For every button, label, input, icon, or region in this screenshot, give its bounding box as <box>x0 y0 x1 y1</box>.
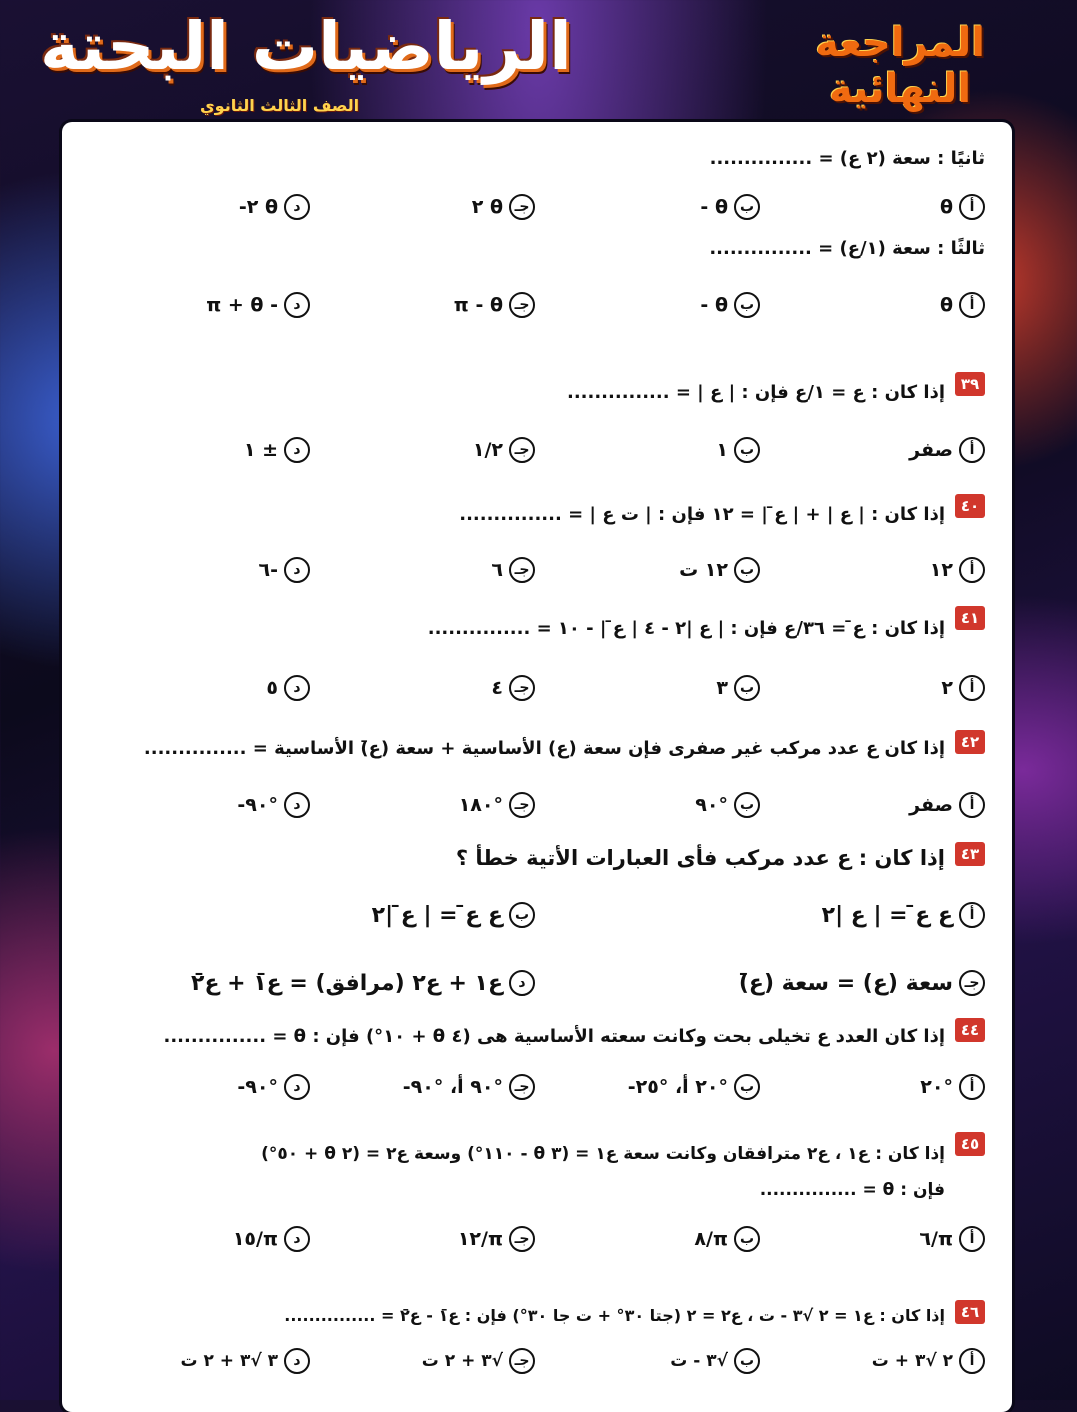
question-options-row-2 <box>85 970 985 996</box>
option-letter: ب <box>734 437 760 463</box>
option-letter: د <box>284 1226 310 1252</box>
option-letter: جـ <box>959 970 985 996</box>
option-text: - π + θ <box>206 294 278 316</box>
option-text: ع ع̄ = | ع̄ |٢ <box>371 902 503 928</box>
option-a[interactable] <box>535 902 985 928</box>
header-grade: الصف الثالث الثانوي <box>200 96 360 115</box>
option-d[interactable] <box>85 437 310 463</box>
option-text: °٢٠ أ، °٢٥- <box>627 1076 728 1098</box>
option-letter: جـ <box>509 437 535 463</box>
option-text: ٣ √٣ + ٢ ت <box>180 1351 278 1371</box>
option-text: صفر <box>909 439 953 461</box>
option-b[interactable] <box>535 1226 760 1252</box>
option-text: °٩٠ أ، °٩٠- <box>402 1076 503 1098</box>
question-number: ٤٢ <box>955 730 985 754</box>
header-review-line2: النهائية <box>829 66 972 112</box>
option-b[interactable] <box>535 437 760 463</box>
option-letter: أ <box>959 194 985 220</box>
option-text: °٩٠- <box>237 1076 278 1098</box>
question-text: إذا كان ع عدد مركب غير صفرى فإن سعة (ع) الأساسية + سعة (ع̄) الأساسية = ............... <box>143 738 945 759</box>
option-b[interactable] <box>85 902 535 928</box>
option-letter: أ <box>959 1348 985 1374</box>
option-letter: أ <box>959 1226 985 1252</box>
option-text: ١/٢ <box>472 439 503 461</box>
option-text: °١٨٠ <box>458 794 503 816</box>
option-letter: أ <box>959 557 985 583</box>
question-text: إذا كان العدد ع تخيلى بحت وكانت سعته الأساسية هى (٤ θ + ١٠°) فإن : θ = ............... <box>163 1026 945 1047</box>
question-number: ٤٥ <box>955 1132 985 1156</box>
option-letter: د <box>284 675 310 701</box>
option-d[interactable] <box>85 194 310 220</box>
option-letter: د <box>284 194 310 220</box>
option-text: θ <box>939 196 953 218</box>
question-text: إذا كان : ع١ ، ع٢ مترافقان وكانت سعة ع١ = (٣ θ - ١١٠°) وسعة ع٢ = (٢ θ + ٥٠°) <box>261 1144 945 1164</box>
question-number: ٤٣ <box>955 842 985 866</box>
option-b[interactable] <box>535 1348 760 1374</box>
option-a[interactable] <box>760 557 985 583</box>
option-d[interactable] <box>85 675 310 701</box>
option-letter: جـ <box>509 1226 535 1252</box>
option-text: ١٢ <box>929 559 953 581</box>
question-text: إذا كان : ع عدد مركب فأى العبارات الأتية خطأ ؟ <box>455 846 945 870</box>
option-c[interactable] <box>310 792 535 818</box>
question-options <box>85 675 985 701</box>
question-number: ٤١ <box>955 606 985 630</box>
intro-item-2-options <box>85 194 985 220</box>
option-letter: ب <box>734 1226 760 1252</box>
question-options <box>85 1074 985 1100</box>
option-c[interactable] <box>310 437 535 463</box>
option-letter: د <box>284 1074 310 1100</box>
option-a[interactable] <box>760 675 985 701</box>
option-text: ع ع̄ = | ع |٢ <box>821 902 953 928</box>
header-review-line1: المراجعة <box>815 20 985 66</box>
option-text: π/١٢ <box>457 1228 503 1250</box>
option-text: ± ١ <box>243 439 278 461</box>
option-text: ٦ <box>491 559 503 581</box>
question-options <box>85 792 985 818</box>
option-text: -٦ <box>258 559 278 581</box>
option-c[interactable] <box>310 1348 535 1374</box>
option-text: θ - <box>700 196 728 218</box>
option-a[interactable] <box>760 1348 985 1374</box>
option-letter: ب <box>734 675 760 701</box>
option-b[interactable] <box>535 675 760 701</box>
option-a[interactable] <box>760 792 985 818</box>
intro-item-2-text: ثانيًا : سعة (٢ ع) = ............... <box>709 148 985 169</box>
option-c[interactable] <box>535 970 985 996</box>
option-letter: ب <box>734 1074 760 1100</box>
question-options <box>85 1348 985 1374</box>
option-letter: ب <box>734 292 760 318</box>
option-letter: ب <box>734 557 760 583</box>
option-d[interactable] <box>85 557 310 583</box>
option-letter: أ <box>959 675 985 701</box>
option-letter: جـ <box>509 292 535 318</box>
option-letter: أ <box>959 902 985 928</box>
option-letter: جـ <box>509 1074 535 1100</box>
option-b[interactable] <box>535 1074 760 1100</box>
option-letter: ب <box>734 792 760 818</box>
option-d[interactable] <box>85 970 535 996</box>
option-letter: ب <box>509 902 535 928</box>
option-letter: جـ <box>509 675 535 701</box>
option-letter: د <box>509 970 535 996</box>
option-a[interactable] <box>760 292 985 318</box>
question-number: ٤٠ <box>955 494 985 518</box>
question-number: ٤٤ <box>955 1018 985 1042</box>
option-text: θ ٢- <box>238 196 278 218</box>
question-number: ٣٩ <box>955 372 985 396</box>
option-b[interactable] <box>535 292 760 318</box>
option-c[interactable] <box>310 194 535 220</box>
option-text: √٣ + ٢ ت <box>421 1351 503 1371</box>
option-text: θ - <box>700 294 728 316</box>
option-text: ٢ <box>941 677 953 699</box>
option-letter: جـ <box>509 1348 535 1374</box>
option-letter: أ <box>959 792 985 818</box>
option-letter: جـ <box>509 557 535 583</box>
option-text: ٣ <box>716 677 728 699</box>
option-letter: ب <box>734 1348 760 1374</box>
intro-item-3-options <box>85 292 985 318</box>
option-letter: أ <box>959 292 985 318</box>
option-text: ٢ √٣ + ت <box>871 1351 953 1371</box>
option-c[interactable] <box>310 1226 535 1252</box>
option-text: ١ <box>716 439 728 461</box>
option-text: ٤ <box>491 677 503 699</box>
question-options <box>85 557 985 583</box>
option-a[interactable] <box>760 1226 985 1252</box>
option-text: π/٨ <box>694 1228 728 1250</box>
option-letter: ب <box>734 194 760 220</box>
option-c[interactable] <box>310 292 535 318</box>
intro-item-3-text: ثالثًا : سعة (١/ع) = ............... <box>709 238 985 259</box>
option-letter: أ <box>959 1074 985 1100</box>
option-a[interactable] <box>760 437 985 463</box>
option-d[interactable] <box>85 1348 310 1374</box>
option-text: √٣ - ت <box>670 1351 728 1371</box>
option-b[interactable] <box>535 194 760 220</box>
option-c[interactable] <box>310 1074 535 1100</box>
option-d[interactable] <box>85 1074 310 1100</box>
option-text: سعة (ع) = سعة (ع̄) <box>738 970 953 996</box>
option-d[interactable] <box>85 1226 310 1252</box>
option-letter: د <box>284 557 310 583</box>
question-text-continued: فإن : θ = ............... <box>759 1180 945 1200</box>
option-d[interactable] <box>85 792 310 818</box>
question-text: إذا كان : ع١ = ٢ √٣ - ت ، ع٢ = ٢ (جتا ٣٠° + ت جا ٣٠°) فإن : ع̄١ - ع̄٢ = ............... <box>284 1306 945 1325</box>
option-letter: د <box>284 792 310 818</box>
option-a[interactable] <box>760 1074 985 1100</box>
option-text: θ <box>939 294 953 316</box>
question-text: إذا كان : ع̄ = ٣٦/ع فإن : | ع |٢ - ٤ | ع̄ | - ١٠ = ............... <box>427 618 945 639</box>
question-text: إذا كان : ع = ١/ع فإن : | ع | = ............... <box>566 382 945 403</box>
question-text: إذا كان : | ع | + | ع̄ | = ١٢ فإن : | ت ع | = ............... <box>459 504 945 525</box>
option-c[interactable] <box>310 557 535 583</box>
option-letter: جـ <box>509 792 535 818</box>
option-text: π - θ <box>453 294 503 316</box>
option-letter: د <box>284 292 310 318</box>
option-text: π/١٥ <box>232 1228 278 1250</box>
option-text: ٥ <box>266 677 278 699</box>
question-number: ٤٦ <box>955 1300 985 1324</box>
question-options <box>85 1226 985 1252</box>
header-title: الرياضيات البحتة <box>40 8 572 85</box>
option-letter: أ <box>959 437 985 463</box>
option-text: °٩٠- <box>237 794 278 816</box>
option-letter: د <box>284 1348 310 1374</box>
option-letter: جـ <box>509 194 535 220</box>
option-a[interactable] <box>760 194 985 220</box>
option-text: صفر <box>909 794 953 816</box>
option-text: ١٢ ت <box>679 559 728 581</box>
option-d[interactable] <box>85 292 310 318</box>
option-text: °٩٠ <box>695 794 728 816</box>
option-b[interactable] <box>535 792 760 818</box>
option-c[interactable] <box>310 675 535 701</box>
option-text: ع١ + ع٢ (مرافق) = ع̄١ + ع̄٢ <box>191 970 503 996</box>
option-b[interactable] <box>535 557 760 583</box>
option-text: θ ٢ <box>471 196 503 218</box>
option-text: π/٦ <box>919 1228 953 1250</box>
question-options-row-1 <box>85 902 985 928</box>
option-text: °٢٠ <box>920 1076 953 1098</box>
question-options <box>85 437 985 463</box>
option-letter: د <box>284 437 310 463</box>
